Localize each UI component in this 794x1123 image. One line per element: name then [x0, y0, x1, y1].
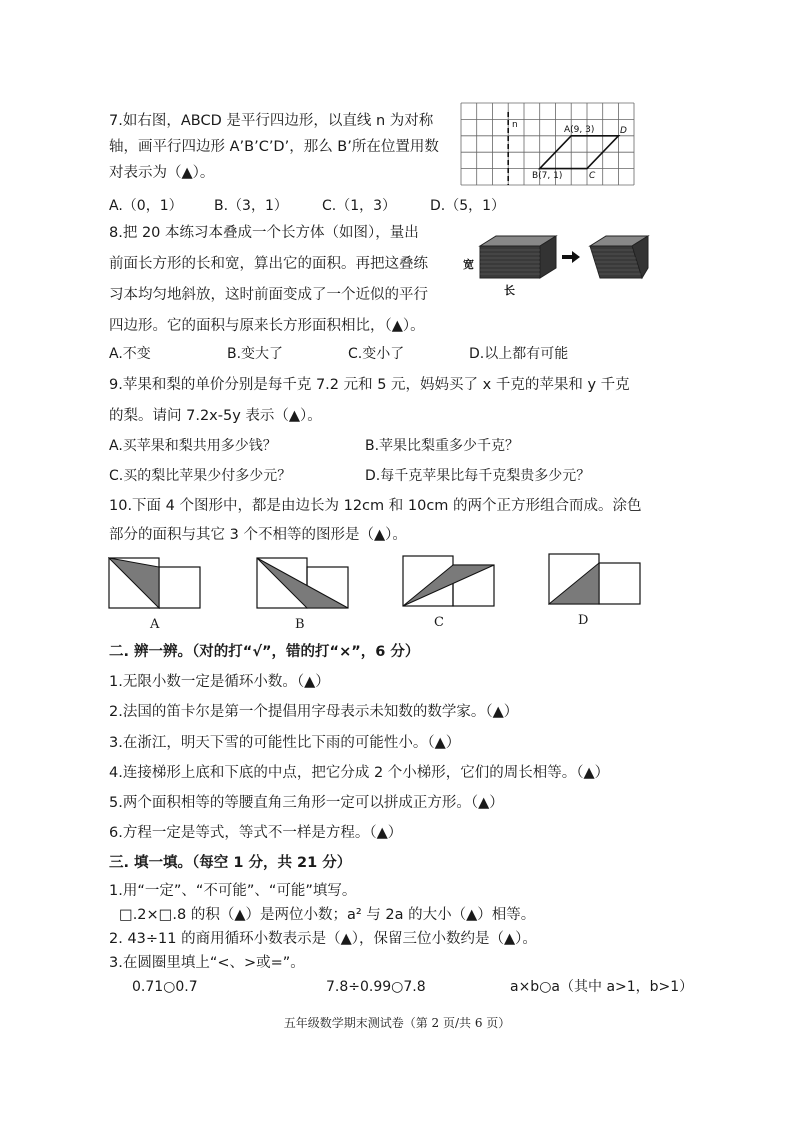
- q9-line-1: 9.苹果和梨的单价分别是每千克 7.2 元和 5 元，妈妈买了 x 千克的苹果和 y 千克: [109, 377, 630, 393]
- q10-b-shaded: [257, 558, 348, 608]
- q8-option-c: C.变小了: [348, 346, 405, 362]
- q7-option-d: D.（5，1）: [430, 198, 506, 214]
- q10-figure-b: [256, 557, 350, 609]
- q9-option-b: B.苹果比梨重多少千克？: [365, 438, 520, 454]
- section-3-q3-item-3: a×b○a（其中 a>1，b>1）: [510, 979, 694, 995]
- q10-figure-a: [108, 557, 202, 609]
- section-2-item-6: 6.方程一定是等式，等式不一样是方程。（▲）: [109, 825, 403, 841]
- q7-option-b: B.（3，1）: [214, 198, 288, 214]
- section-3-q1-line-2: □.2×□.8 的积（▲）是两位小数；a² 与 2a 的大小（▲）相等。: [119, 907, 536, 923]
- q7-line-1: 7.如右图，ABCD 是平行四边形，以直线 n 为对称: [109, 113, 434, 129]
- q10-figure-d: [548, 553, 642, 605]
- q8-length-label: 长: [504, 284, 515, 297]
- q8-line-4: 四边形。它的面积与原来长方形面积相比，（▲）。: [109, 318, 425, 334]
- q7-point-c-label: C: [589, 171, 596, 181]
- section-2-item-5: 5.两个面积相等的等腰直角三角形一定可以拼成正方形。（▲）: [109, 795, 504, 811]
- section-3-q3-line: 3.在圆圈里填上“<、>或=”。: [109, 955, 305, 971]
- q9-option-d: D.每千克苹果比每千克梨贵多少元？: [365, 468, 591, 484]
- section-2-heading: 二. 辨一辨。（对的打“√”，错的打“×”，6 分）: [109, 644, 420, 660]
- q8-line-3: 习本均匀地斜放，这时前面变成了一个近似的平行: [109, 287, 428, 303]
- section-3-q3-item-2: 7.8÷0.99○7.8: [326, 979, 426, 995]
- q10-line-1: 10.下面 4 个图形中，都是由边长为 12cm 和 10cm 的两个正方形组合而成。涂色: [109, 498, 642, 514]
- q9-line-2: 的梨。请问 7.2x-5y 表示（▲）。: [109, 408, 322, 424]
- q7-axis-label: n: [512, 120, 518, 130]
- page-footer: 五年级数学期末测试卷（第 2 页/共 6 页）: [283, 1016, 511, 1030]
- q10-d-shaded: [549, 563, 599, 604]
- q7-point-a-label: A(9, 3): [564, 125, 595, 135]
- q7-option-a: A.（0，1）: [109, 198, 183, 214]
- q10-label-a: A: [150, 617, 160, 632]
- q7-point-d-label: D: [620, 126, 627, 136]
- section-3-heading: 三. 填一填。（每空 1 分，共 21 分）: [109, 855, 352, 871]
- q8-line-2: 前面长方形的长和宽，算出它的面积。再把这叠练: [109, 256, 428, 272]
- q10-c-shaded: [403, 565, 494, 606]
- q10-figure-c: [402, 555, 496, 607]
- q7-point-b-label: B(7, 1): [532, 171, 563, 181]
- q8-line-1: 8.把 20 本练习本叠成一个长方体（如图），量出: [109, 225, 419, 241]
- section-2-item-3: 3.在浙江，明天下雪的可能性比下雨的可能性小。（▲）: [109, 735, 461, 751]
- q7-line-3: 对表示为（▲）。: [109, 165, 215, 181]
- q7-option-c: C.（1，3）: [322, 198, 397, 214]
- section-3-q1-line-1: 1.用“一定”、“不可能”、“可能”填写。: [109, 883, 357, 899]
- q10-line-2: 部分的面积与其它 3 个不相等的图形是（▲）。: [109, 527, 407, 543]
- q10-a-shaded: [109, 558, 159, 608]
- section-2-item-2: 2.法国的笛卡尔是第一个提倡用字母表示未知数的数学家。（▲）: [109, 704, 519, 720]
- q7-grid-figure: [460, 102, 635, 186]
- q10-label-d: D: [578, 613, 589, 628]
- q8-option-d: D.以上都有可能: [469, 346, 569, 362]
- section-2-item-4: 4.连接梯形上底和下底的中点，把它分成 2 个小梯形，它们的周长相等。（▲）: [109, 765, 610, 781]
- section-3-q2-line: 2. 43÷11 的商用循环小数表示是（▲），保留三位小数约是（▲）。: [109, 931, 537, 947]
- section-2-item-1: 1.无限小数一定是循环小数。（▲）: [109, 674, 330, 690]
- q9-option-a: A.买苹果和梨共用多少钱？: [109, 438, 277, 454]
- q8-notebook-figure: [460, 232, 656, 298]
- q8-arrow: [562, 251, 580, 263]
- section-3-q3-item-1: 0.71○0.7̇: [132, 979, 198, 995]
- q8-width-label: 宽: [463, 258, 474, 271]
- q9-option-c: C.买的梨比苹果少付多少元？: [109, 468, 292, 484]
- q10-label-b: B: [295, 617, 305, 632]
- q7-line-2: 轴，画平行四边形 A’B’C’D’，那么 B’所在位置用数: [109, 139, 439, 155]
- q10-label-c: C: [434, 615, 444, 630]
- q8-option-b: B.变大了: [227, 346, 284, 362]
- q8-option-a: A.不变: [109, 346, 151, 362]
